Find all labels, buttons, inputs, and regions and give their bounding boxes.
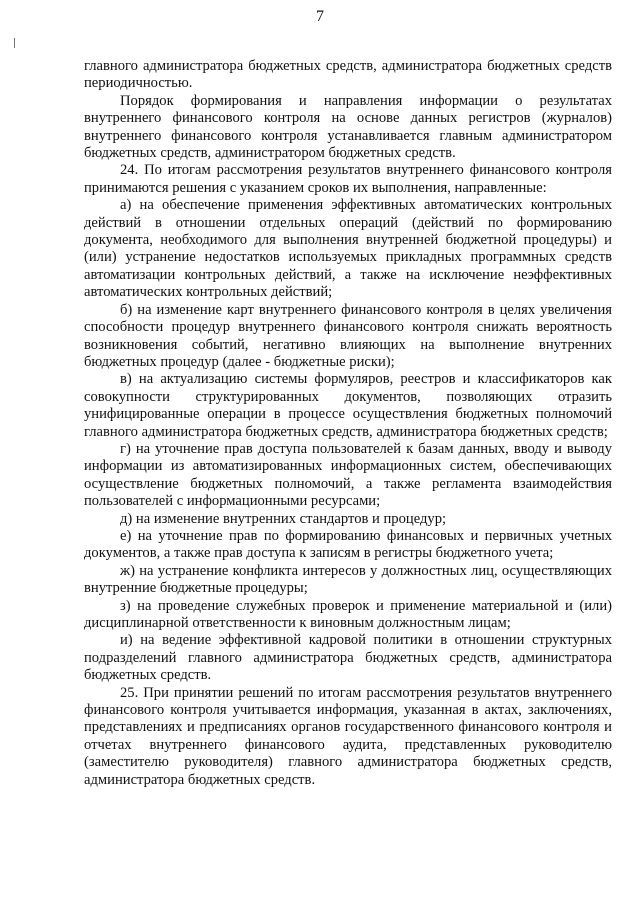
paragraph-item-a: а) на обеспечение применения эффективных автоматических контрольных действий в отношении отдельных операций (действий по формированию документа, необходимого для выполнения внутренней бюджетной процедуры) и (или) устранение недостатков используемых прикладных программных средств автоматизации контрольных действий, а также на исключение неэффективных автоматических контрольных действий;	[84, 197, 612, 301]
document-body	[84, 58, 612, 789]
paragraph-item-z: з) на проведение служебных проверок и применение материальной и (или) дисциплинарной ответственности к виновным должностным лицам;	[84, 597, 612, 631]
page-number: 7	[316, 8, 324, 25]
paragraph-item-zh: ж) на устранение конфликта интересов у должностных лиц, осуществляющих внутренние бюджетные процедуры;	[84, 562, 612, 597]
paragraph-item-e: е) на уточнение прав по формированию финансовых и первичных учетных документов, а также прав доступа к записям в регистры бюджетного учета;	[84, 527, 612, 562]
paragraph-item-g: г) на уточнение прав доступа пользователей к базам данных, вводу и выводу информации из автоматизированных информационных систем, обеспечивающих осуществление бюджетных полномочий, а также регламента взаимодействия пользователей с информационными ресурсами;	[84, 440, 612, 510]
margin-mark	[14, 38, 15, 48]
paragraph-clause-24: 24. По итогам рассмотрения результатов внутреннего финансового контроля принимаются решения с указанием сроков их выполнения, направленные:	[84, 162, 612, 196]
paragraph-item-d: д) на изменение внутренних стандартов и процедур;	[120, 510, 447, 527]
paragraph-continuation: главного администратора бюджетных средств, администратора бюджетных средств периодичностью.	[84, 58, 612, 92]
paragraph-info-procedure: Порядок формирования и направления информации о результатах внутреннего финансового контроля на основе данных регистров (журналов) внутреннего финансового контроля устанавливается главным администратором бюджетных средств, администратором бюджетных средств.	[84, 92, 612, 162]
paragraph-item-i: и) на ведение эффективной кадровой политики в отношении структурных подразделений главного администратора бюджетных средств, администратора бюджетных средств.	[84, 632, 612, 684]
paragraph-clause-25: 25. При принятии решений по итогам рассмотрения результатов внутреннего финансового контроля учитывается информация, указанная в актах, заключениях, представлениях и предписаниях органов государственного финансового контроля и отчетах внутреннего финансового аудита, представленных руководителю (заместителю руководителя) главного администратора бюджетных средств, администратора бюджетных средств.	[84, 684, 612, 788]
paragraph-item-b: б) на изменение карт внутреннего финансового контроля в целях увеличения способности процедур внутреннего финансового контроля снижать вероятность возникновения событий, негативно влияющих на выполнение внутренних бюджетных процедур (далее - бюджетные риски);	[84, 301, 612, 370]
paragraph-item-v: в) на актуализацию системы формуляров, реестров и классификаторов как совокупности структурированных документов, позволяющих отразить унифицированные операции в процессе осуществления бюджетных полномочий главного администратора бюджетных средств, администратора бюджетных средств;	[84, 371, 612, 440]
